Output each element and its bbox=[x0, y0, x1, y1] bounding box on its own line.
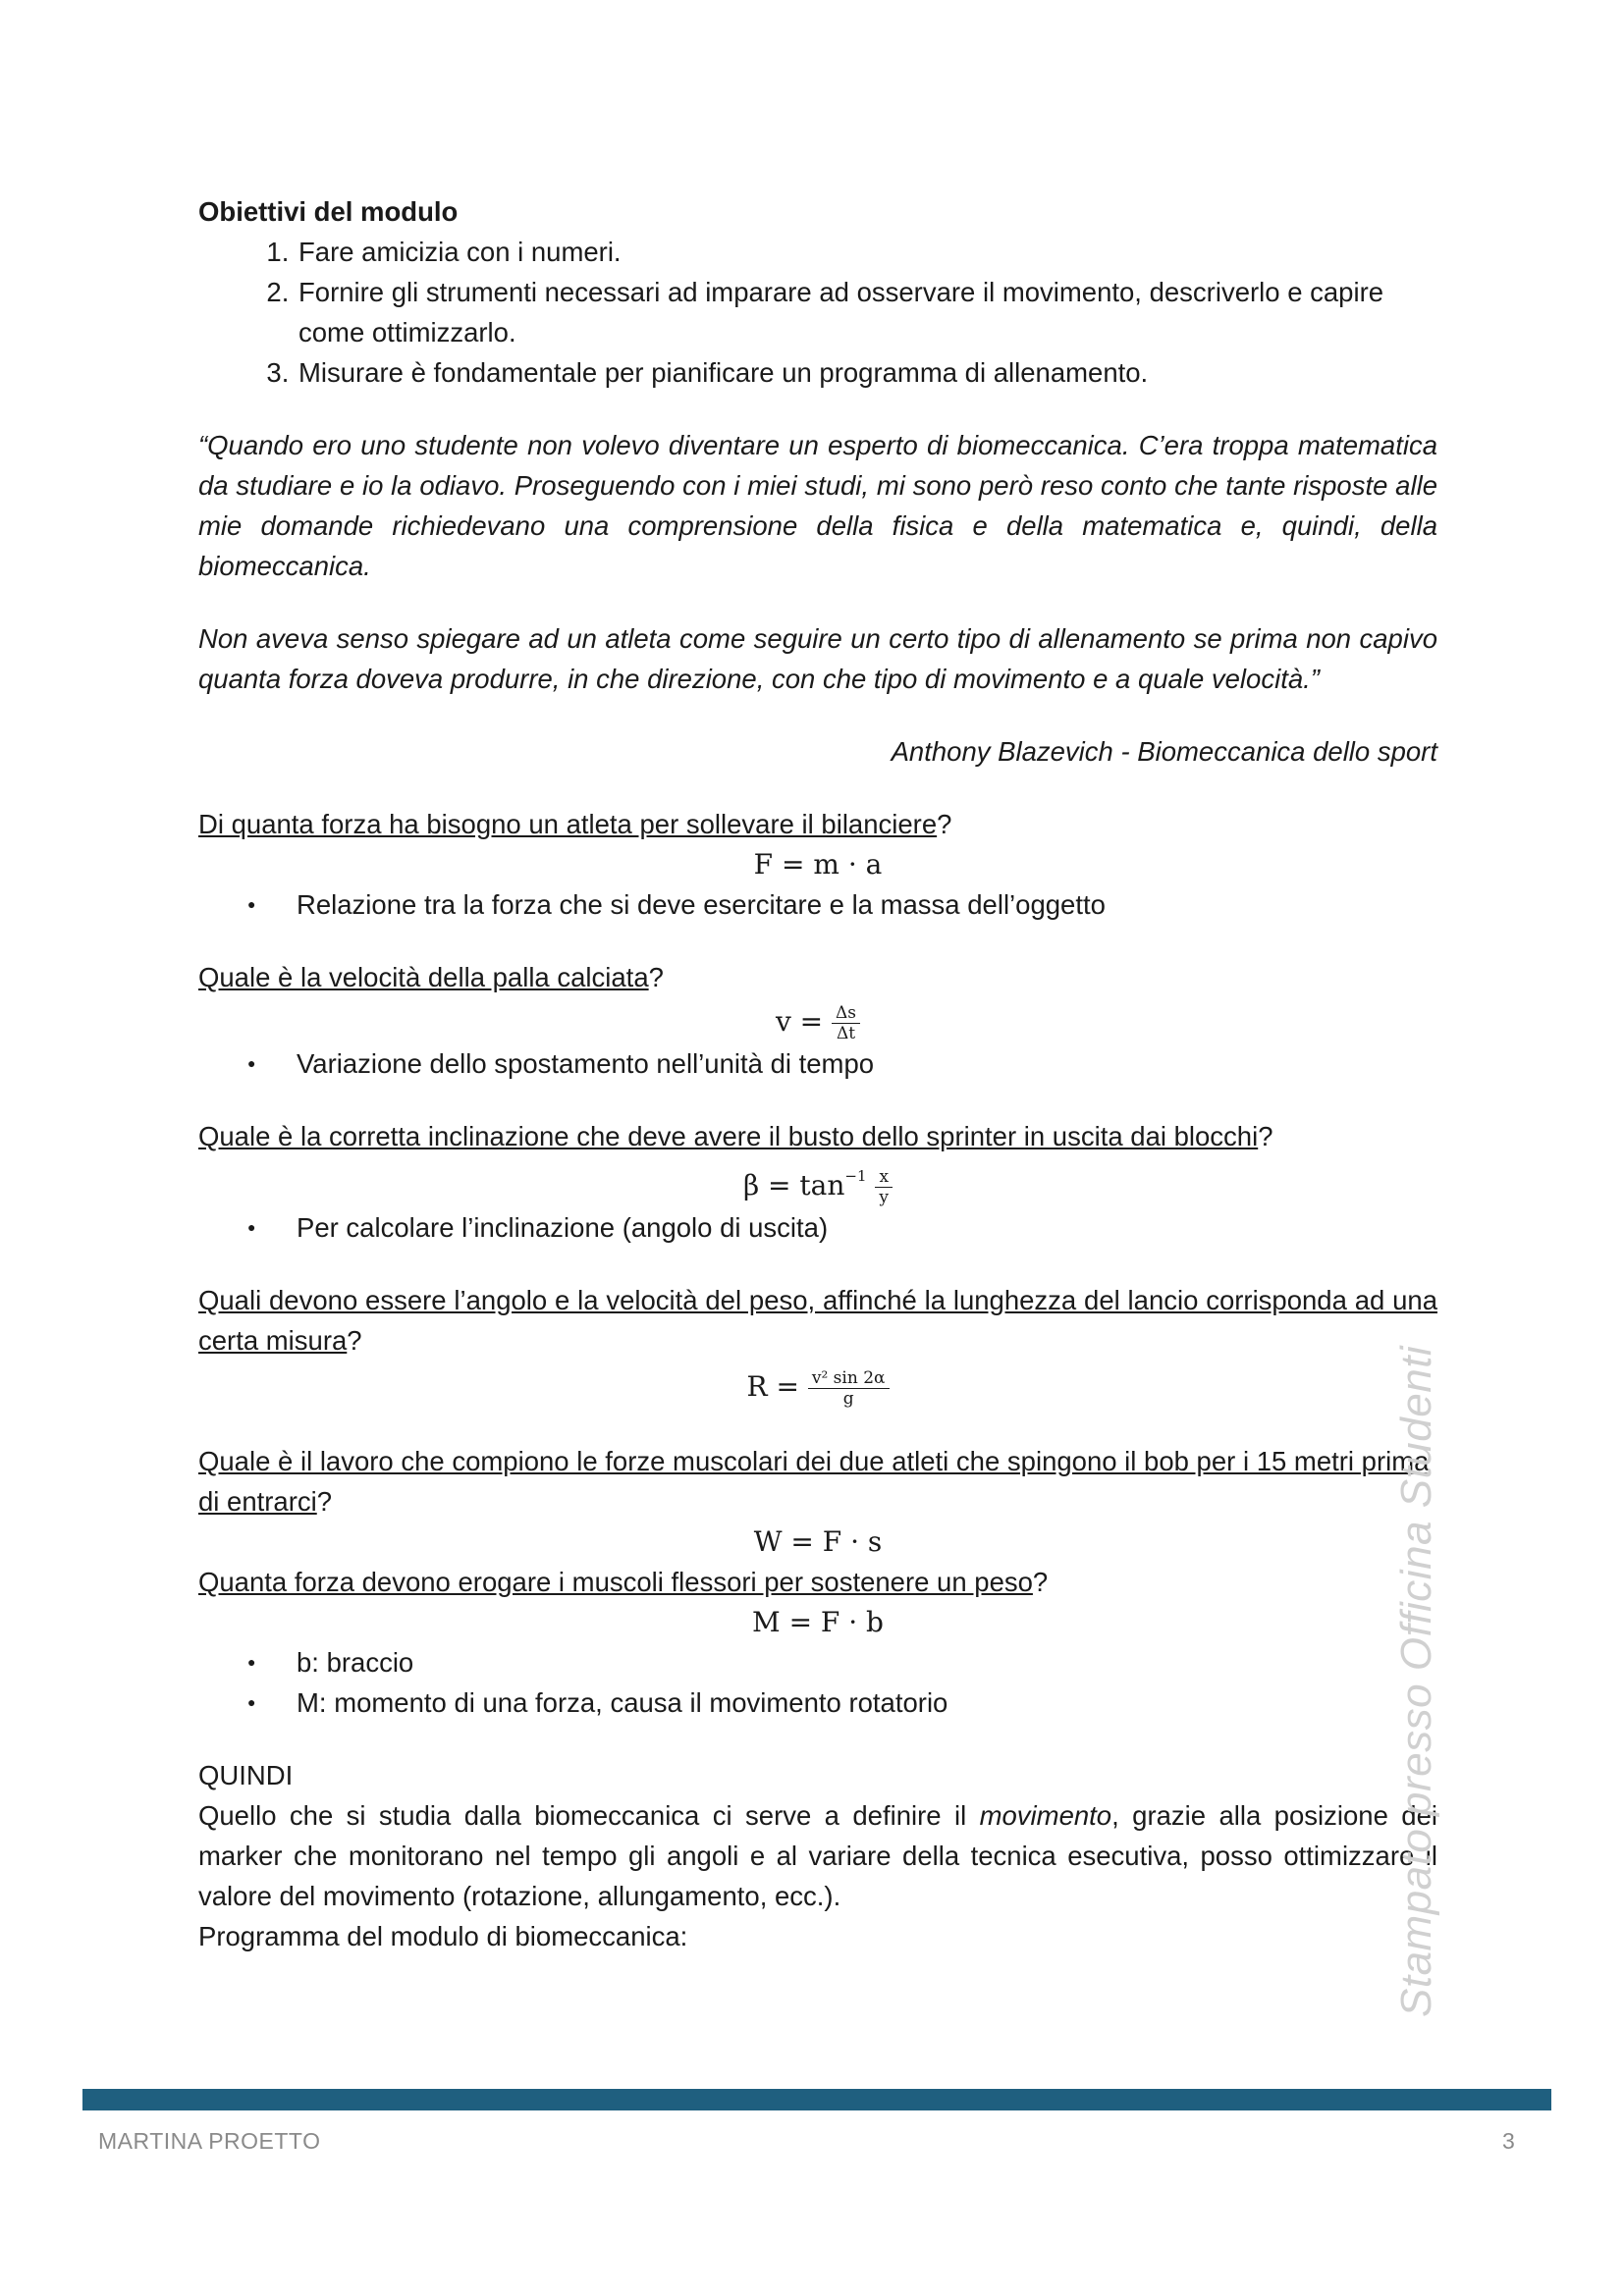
formula-lhs: β = tan bbox=[742, 1169, 845, 1201]
conclusion-emphasis: movimento bbox=[979, 1800, 1112, 1831]
objective-item: 3. Misurare è fondamentale per pianificare un programma di allenamento. bbox=[297, 352, 1437, 393]
conclusion-block bbox=[198, 1755, 1437, 1956]
quote-author: Anthony Blazevich - Biomeccanica dello sport bbox=[891, 736, 1437, 767]
conclusion-text-part: , grazie alla posizione dei marker che monitorano nel tempo gli angoli e al variare della tecnica esecutiva, posso ottimizzare il valore del movimento (rotazione, allungamento, ecc.). bbox=[198, 1800, 1437, 1911]
objectives-list bbox=[198, 232, 1437, 393]
fraction-denominator: Δt bbox=[836, 1024, 856, 1043]
page-number: 3 bbox=[1502, 2128, 1515, 2154]
watermark: Stampato presso Officina Studenti bbox=[1392, 1345, 1440, 2017]
question-inclination bbox=[198, 1116, 1437, 1156]
bullet-list bbox=[198, 884, 1437, 925]
fraction-denominator: g bbox=[842, 1389, 854, 1409]
question-text: Quali devono essere l’angolo e la velocità del peso, affinché la lunghezza del lancio corrisponda ad una certa misura bbox=[198, 1285, 1437, 1356]
bullet-list bbox=[198, 1043, 1437, 1084]
formula-fraction bbox=[875, 1167, 893, 1207]
fraction-numerator: x bbox=[875, 1167, 893, 1188]
list-item: ● b: braccio bbox=[297, 1642, 1437, 1682]
document-body bbox=[198, 191, 1437, 1956]
formula-superscript: −1 bbox=[844, 1167, 867, 1185]
fraction-numerator: Δs bbox=[832, 1003, 860, 1024]
question-mark: ? bbox=[937, 809, 952, 839]
conclusion-title: QUINDI bbox=[198, 1760, 294, 1790]
quote-paragraph: “Quando ero uno studente non volevo diventare un esperto di biomeccanica. C’era troppa matematica da studiare e io la odiavo. Proseguendo con i miei studi, mi sono però reso conto che tante risposte alle mie domande richiedevano una comprensione della fisica e della matematica e, quindi, della biomeccanica. bbox=[198, 430, 1437, 581]
formula-work: W = F · s bbox=[753, 1525, 883, 1558]
question-text: Quanta forza devono erogare i muscoli flessori per sostenere un peso bbox=[198, 1567, 1033, 1597]
question-text: Quale è la velocità della palla calciata bbox=[198, 962, 649, 992]
bullet-list bbox=[198, 1207, 1437, 1248]
fraction-denominator: y bbox=[879, 1188, 890, 1207]
fraction-numerator: v² sin 2α bbox=[808, 1368, 890, 1389]
question-mark: ? bbox=[1258, 1121, 1273, 1151]
formula-range bbox=[198, 1366, 1437, 1409]
formula-lhs: v = bbox=[775, 1005, 824, 1038]
objective-item: 2. Fornire gli strumenti necessari ad imparare ad osservare il movimento, descriverlo e capire come ottimizzarlo. bbox=[297, 272, 1437, 352]
question-mark: ? bbox=[316, 1486, 333, 1517]
objective-item: 1. Fare amicizia con i numeri. bbox=[297, 232, 1437, 272]
question-velocity bbox=[198, 957, 1437, 997]
footer-author: MARTINA PROETTO bbox=[98, 2128, 321, 2154]
formula-velocity bbox=[198, 1001, 1437, 1043]
question-text: Quale è il lavoro che compiono le forze muscolari dei due atleti che spingono il bob per i 15 metri prima di entrarci bbox=[198, 1446, 1430, 1517]
question-mark: ? bbox=[1032, 1567, 1049, 1597]
objectives-heading: Obiettivi del modulo bbox=[198, 196, 459, 227]
quote-paragraph: Non aveva senso spiegare ad un atleta come seguire un certo tipo di allenamento se prima non capivo quanta forza doveva produrre, in che direzione, con che tipo di movimento e a quale velocità.” bbox=[198, 623, 1437, 694]
question-mark: ? bbox=[347, 1325, 362, 1356]
formula-lhs: R = bbox=[746, 1370, 799, 1403]
program-label: Programma del modulo di biomeccanica: bbox=[198, 1921, 688, 1951]
conclusion-text-part: Quello che si studia dalla biomeccanica ci serve a definire il bbox=[198, 1800, 980, 1831]
question-text: Quale è la corretta inclinazione che deve avere il busto dello sprinter in uscita dai blocchi bbox=[198, 1121, 1259, 1151]
conclusion-text bbox=[198, 1795, 1437, 1916]
formula-fraction bbox=[808, 1368, 890, 1409]
formula-force: F = m · a bbox=[753, 848, 883, 881]
list-item: ● M: momento di una forza, causa il movimento rotatorio bbox=[297, 1682, 1437, 1723]
question-throw bbox=[198, 1280, 1437, 1361]
list-item: ● Per calcolare l’inclinazione (angolo di uscita) bbox=[297, 1207, 1437, 1248]
question-force bbox=[198, 804, 1437, 844]
question-mark: ? bbox=[648, 962, 664, 992]
question-text: Di quanta forza ha bisogno un atleta per sollevare il bilanciere bbox=[198, 809, 938, 839]
question-work bbox=[198, 1441, 1437, 1522]
list-item: ● Relazione tra la forza che si deve esercitare e la massa dell’oggetto bbox=[297, 884, 1437, 925]
question-moment bbox=[198, 1562, 1437, 1602]
formula-fraction bbox=[832, 1003, 860, 1043]
formula-inclination bbox=[198, 1156, 1437, 1207]
bullet-list bbox=[198, 1642, 1437, 1723]
list-item: ● Variazione dello spostamento nell’unità di tempo bbox=[297, 1043, 1437, 1084]
footer-bar bbox=[82, 2089, 1551, 2110]
formula-moment: M = F · b bbox=[752, 1606, 884, 1638]
